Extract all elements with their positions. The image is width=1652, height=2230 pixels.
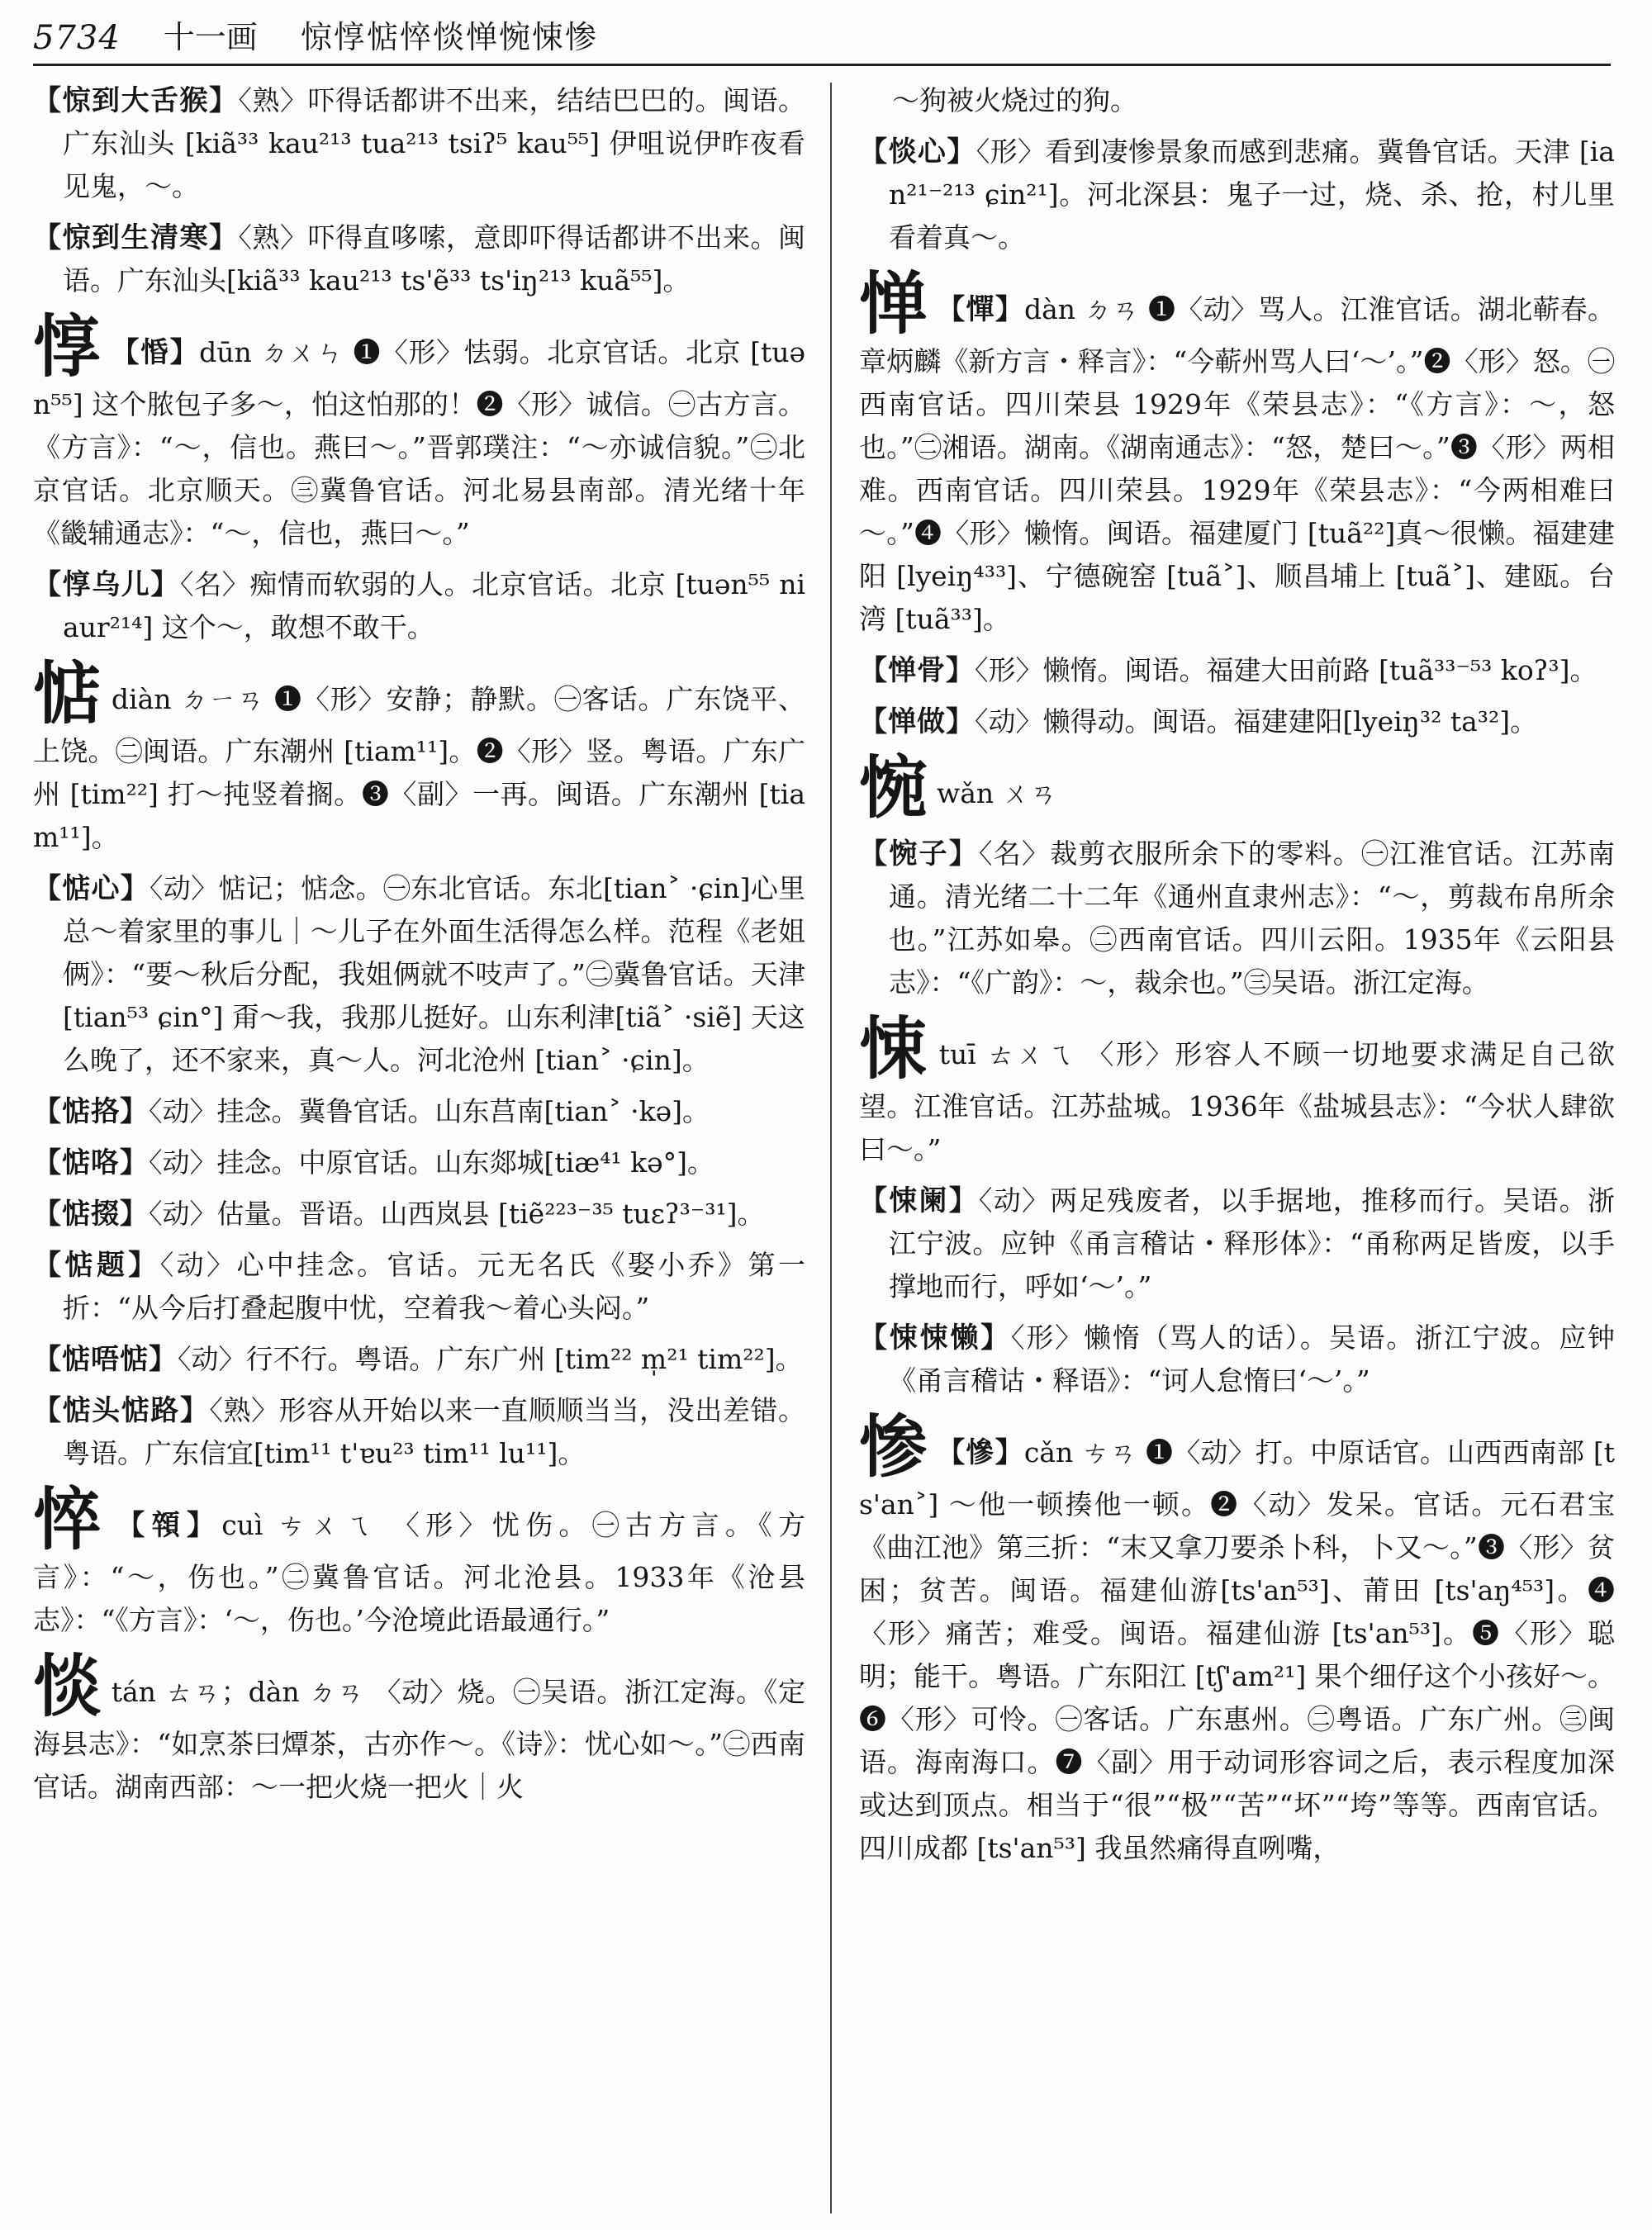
word-entry — [33, 79, 805, 208]
entry-definition: cǎn ㄘㄢ ❶〈动〉打。中原话官。山西西南部 [ts'an˃] ～他一顿揍他一顿。❷〈动〉发呆。官话。元石君宝《曲江池》第三折：“末又拿刀要杀卜科，卜又～。”❸〈形〉贫困；贫苦。闽语。福建仙游[ts'an⁵³]、莆田 [ts'aŋ⁴⁵³]。❹〈形〉痛苦；难受。闽语。福建仙游 [ts'an⁵³]。❺〈形〉聪明；能干。粤语。广东阳江 [tʃ'am²¹] 果个细仔这个小孩好～。❻〈形〉可怜。㊀客话。广东惠州。㊁粤语。广东广州。㊂闽语。海南海口。❼〈副〉用于动词形容词之后，表示程度加深或达到顶点。相当于“很”“极”“苦”“坏”“垮”等等。西南官话。四川成都 [ts'an⁵³] 我虽然痛得直咧嘴， — [859, 1436, 1615, 1864]
entry-definition: 〈动〉挂念。冀鲁官话。山东莒南[tian˃ ·kə]。 — [149, 1095, 710, 1127]
character-entry — [859, 264, 1615, 641]
character-entry — [33, 654, 805, 859]
word-entry — [859, 700, 1615, 743]
entry-definition: cuì ㄘㄨㄟ 〈形〉忧伤。㊀古方言。《方言》：“～，伤也。”㊁冀鲁官话。河北沧县。1933年《沧县志》：“《方言》：‘～，伤也。’今沧境此语最通行。” — [33, 1509, 805, 1636]
entry-definition: 〈动〉行不行。粤语。广东广州 [tim²² m̩²¹ tim²²]。 — [178, 1343, 803, 1375]
word-entry — [33, 1389, 805, 1475]
character-entry — [859, 1009, 1615, 1171]
entry-definition: 〈熟〉吓得直哆嗦，意即吓得话都讲不出来。闽语。广东汕头[kiã³³ kau²¹³ ts'ẽ³³ ts'iŋ²¹³ kuã⁵⁵]。 — [63, 221, 805, 297]
entry-headword: 【惮做】 — [859, 705, 975, 738]
entry-definition: 〈名〉裁剪衣服所余下的零料。㊀江淮官话。江苏南通。清光绪二十二年《通州直隶州志》：“～，剪裁布帛所余也。”江苏如皋。㊁西南官话。四川云阳。1935年《云阳县志》：“《广韵》：～，裁余也。”㊂吴语。浙江定海。 — [889, 837, 1615, 999]
entry-definition: 〈形〉懒惰。闽语。福建大田前路 [tuã³³⁻⁵³ koʔ³]。 — [975, 654, 1597, 686]
headword-character: 惨 — [859, 1407, 928, 1487]
entry-definition: dàn ㄉㄢ ❶〈动〉骂人。江淮官话。湖北蕲春。章炳麟《新方言・释言》：“今蕲州骂人曰‘～’。”❷〈形〉怒。㊀西南官话。四川荣县 1929年《荣县志》：“《方言》：～，怒也。”㊁湘语。湖南。《湖南通志》：“怒，楚曰～。”❸〈形〉两相难。西南官话。四川荣县。1929年《荣县志》：“今两相难曰～。”❹〈形〉懒惰。闽语。福建厦门 [tuã²²]真～很懒。福建建阳 [lyeiŋ⁴³³]、宁德碗窑 [tuã˃]、顺昌埔上 [tuã˃]、建瓯。台湾 [tuã³³]。 — [859, 293, 1615, 635]
entry-definition: tuī ㄊㄨㄟ 〈形〉形容人不顾一切地要求满足自己欲望。江淮官话。江苏盐城。1936年《盐城县志》：“今状人肆欲曰～。” — [859, 1038, 1615, 1165]
entry-headword: 【惦咯】 — [33, 1146, 149, 1179]
entry-headword: 【惊到大舌猴】 — [33, 84, 239, 117]
entry-headword: 【顇】 — [116, 1509, 222, 1542]
continued-entry — [859, 79, 1615, 122]
right-column — [859, 79, 1615, 2222]
page-header — [33, 18, 1611, 66]
entry-definition: 〈动〉心中挂念。官话。元无名氏《娶小乔》第一折：“从今后打叠起腹中忧，空着我～着心头闷。” — [63, 1249, 805, 1324]
entry-headword: 【惦唔惦】 — [33, 1343, 178, 1376]
word-entry — [859, 130, 1615, 259]
entry-definition: tán ㄊㄢ；dàn ㄉㄢ 〈动〉烧。㊀吴语。浙江定海。《定海县志》：“如烹茶曰燂茶，古亦作～。《诗》：忧心如～。”㊁西南官话。湖南西部：～一把火烧一把火｜火 — [33, 1676, 805, 1803]
entry-definition: diàn ㄉㄧㄢ ❶〈形〉安静；静默。㊀客话。广东饶平、上饶。㊁闽语。广东潮州 [tiam¹¹]。❷〈形〉竖。粤语。广东广州 [tim²²] 打～扽竖着搁。❸〈副〉一再。闽语。广东潮州 [tiam¹¹]。 — [33, 683, 805, 853]
entry-definition: 〈形〉看到凄惨景象而感到悲痛。冀鲁官话。天津 [ian²¹⁻²¹³ ɕin²¹]。河北深县：鬼子一过，烧、杀、抢，村儿里看着真～。 — [889, 135, 1615, 254]
character-entry — [33, 1647, 805, 1809]
word-entry — [33, 1141, 805, 1184]
headword-character: 惮 — [859, 264, 928, 344]
word-entry — [859, 833, 1615, 1004]
entry-definition: 〈动〉两足残废者，以手据地，推移而行。吴语。浙江宁波。应钟《甬言稽诂・释形体》：“甬称两足皆废，以手撑地而行，呼如‘～’。” — [889, 1184, 1615, 1302]
headword-character: 惦 — [33, 654, 102, 733]
word-entry — [33, 1244, 805, 1330]
column-divider — [830, 83, 832, 2213]
headword-character: 惇 — [33, 307, 102, 387]
header-characters: 惊惇惦悴惔惮惋悚惨 — [300, 19, 598, 55]
word-entry — [859, 649, 1615, 692]
entry-headword: 【惮骨】 — [859, 654, 975, 687]
character-entry — [859, 748, 1615, 828]
word-entry — [33, 1090, 805, 1133]
entry-definition: ～狗被火烧过的狗。 — [892, 84, 1137, 116]
entry-headword: 【惋子】 — [859, 837, 979, 871]
word-entry — [33, 563, 805, 649]
character-entry — [33, 307, 805, 555]
entry-definition: 〈动〉挂念。中原官话。山东郯城[tiæ⁴¹ kə°]。 — [149, 1146, 715, 1179]
entry-headword: 【慘】 — [937, 1436, 1024, 1469]
entry-definition: 〈熟〉形容从开始以来一直顺顺当当，没出差错。粤语。广东信宜[tim¹¹ t'ɐu²³ tim¹¹ lu¹¹]。 — [63, 1394, 805, 1469]
entry-definition: dūn ㄉㄨㄣ ❶〈形〉怯弱。北京官话。北京 [tuən⁵⁵] 这个脓包子多～，怕这怕那的！❷〈形〉诚信。㊀古方言。《方言》：“～，信也。燕曰～。”晋郭璞注：“～亦诚信貌。”㊁北京官话。北京顺天。㊂冀鲁官话。河北易县南部。清光绪十年《畿辅通志》：“～，信也，燕曰～。” — [33, 336, 805, 549]
entry-definition: 〈动〉估量。晋语。山西岚县 [tiẽ²²³⁻³⁵ tuɛʔ³⁻³¹]。 — [149, 1198, 765, 1230]
entry-headword: 【惇乌儿】 — [33, 568, 181, 601]
headword-character: 悚 — [859, 1009, 929, 1089]
entry-headword: 【惊到生清寒】 — [33, 221, 239, 254]
entry-headword: 【憚】 — [937, 293, 1024, 326]
word-entry — [859, 1179, 1615, 1308]
stroke-section: 十一画 — [163, 19, 258, 55]
entry-headword: 【惦心】 — [33, 872, 150, 905]
word-entry — [33, 216, 805, 302]
word-entry — [33, 1338, 805, 1381]
entry-definition: 〈形〉懒惰（骂人的话）。吴语。浙江宁波。应钟《甬言稽诂・释语》：“诃人怠惰曰‘～’。” — [889, 1321, 1615, 1397]
page-number: 5734 — [33, 19, 121, 57]
entry-headword: 【惦掇】 — [33, 1198, 149, 1231]
entry-headword: 【惦挌】 — [33, 1095, 149, 1128]
word-entry — [33, 867, 805, 1082]
character-entry — [859, 1407, 1615, 1870]
entry-headword: 【惦头惦路】 — [33, 1394, 210, 1427]
headword-character: 悴 — [33, 1480, 107, 1559]
entry-definition: 〈动〉懒得动。闽语。福建建阳[lyeiŋ³² ta³²]。 — [975, 705, 1538, 738]
entry-definition: 〈动〉惦记；惦念。㊀东北官话。东北[tian˃ ·ɕin]心里总～着家里的事儿｜～儿子在外面生活得怎么样。范程《老姐俩》：“要～秋后分配，我姐俩就不吱声了。”㊁冀鲁官话。天津 [tian⁵³ ɕin°] 甭～我，我那儿挺好。山东利津[tiã˃ ·siẽ] 天这么晚了，还不家来，真～人。河北沧州 [tian˃ ·ɕin]。 — [63, 872, 805, 1076]
word-entry — [859, 1317, 1615, 1402]
entry-headword: 【惛】 — [111, 336, 200, 369]
word-entry — [33, 1193, 805, 1236]
headword-character: 惔 — [33, 1647, 102, 1726]
character-entry — [33, 1480, 805, 1642]
entry-headword: 【悚阑】 — [859, 1184, 979, 1217]
entry-headword: 【惦题】 — [33, 1249, 160, 1282]
headword-character: 惋 — [859, 748, 928, 828]
entry-headword: 【惔心】 — [859, 135, 976, 168]
entry-definition: 〈熟〉吓得话都讲不出来，结结巴巴的。闽语。广东汕头 [kiã³³ kau²¹³ tua²¹³ tsiʔ⁵ kau⁵⁵] 伊咀说伊昨夜看见鬼，～。 — [63, 84, 805, 202]
entry-headword: 【悚悚懒】 — [859, 1321, 1012, 1355]
entry-definition: 〈名〉痴情而软弱的人。北京官话。北京 [tuən⁵⁵ niaur²¹⁴] 这个～，敢想不敢干。 — [63, 568, 805, 643]
entry-definition: wǎn ㄨㄢ — [937, 777, 1057, 809]
left-column — [33, 79, 805, 2222]
